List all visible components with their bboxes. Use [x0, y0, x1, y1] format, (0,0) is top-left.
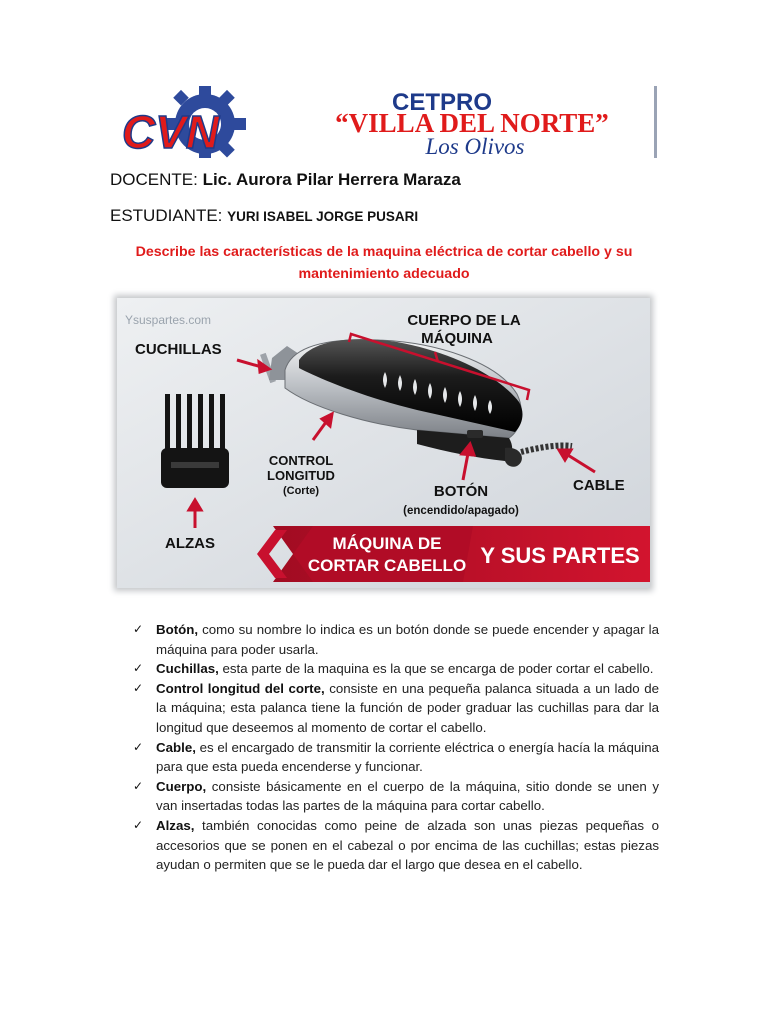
checkmark-icon: ✓ [133, 622, 144, 636]
watermark-text: Ysuspartes.com [125, 313, 212, 327]
banner-line-1: CETPRO [391, 89, 493, 116]
label-boton-2: (encendido/apagado) [403, 505, 519, 517]
cvn-logo-text: CVN [122, 106, 220, 158]
item-text: es el encargado de transmitir la corriente eléctrica o energía hacía la máquina para que esta pueda encenderse y funcionar. [156, 739, 659, 775]
page-title [96, 241, 672, 285]
checkmark-icon: ✓ [133, 778, 144, 793]
list-item [133, 659, 659, 679]
list-item [133, 777, 659, 816]
estudiante-line [110, 206, 418, 226]
item-text: consiste básicamente en el cuerpo de la máquina, sitio donde se unen y van insertadas todas las partes de la máquina para cortar cabello. [156, 778, 659, 814]
label-cuchillas: CUCHILLAS [135, 341, 222, 358]
item-term: Control longitud del corte, [156, 680, 325, 696]
label-cable: CABLE [573, 477, 625, 494]
features-list [133, 620, 659, 875]
title-line-2: mantenimiento adecuado [298, 266, 470, 282]
label-cuerpo-2: MÁQUINA [421, 330, 493, 347]
school-banner [110, 86, 657, 158]
label-boton-1: BOTÓN [433, 483, 489, 500]
item-term: Cuchillas, [156, 661, 219, 677]
label-control-1: CONTROL [268, 453, 334, 468]
list-item [133, 620, 659, 659]
label-alzas: ALZAS [165, 535, 215, 552]
docente-name: Lic. Aurora Pilar Herrera Maraza [202, 170, 461, 189]
item-text: esta parte de la maquina es la que se encarga de poder cortar el cabello. [218, 661, 654, 677]
cetpro-logo [110, 86, 657, 158]
item-text: como su nombre lo indica es un botón donde se puede encender y apagar la máquina para poder usarla. [156, 622, 659, 657]
item-text: también conocidas como peine de alzada son unas piezas pequeñas o accesorios que se ponen en el cabezal o por encima de las cuchillas; estas piezas ayudan o permiten que se le pueda dar el largo que desea en el cabello. [156, 817, 659, 873]
docente-label: DOCENTE: [110, 170, 203, 189]
checkmark-icon: ✓ [133, 661, 144, 676]
list-item [133, 679, 659, 738]
docente-line [110, 170, 461, 190]
estudiante-name: YURI ISABEL JORGE PUSARI [227, 209, 419, 224]
item-term: Cuerpo, [156, 778, 207, 794]
label-control-3: (Corte) [282, 485, 320, 497]
label-control-2: LONGITUD [267, 468, 335, 483]
item-text: consiste en una pequeña palanca situada a un lado de la máquina; esta palanca tiene la función de poder graduar las cuchillas para dar la longitud que deseemos al momento de cortar el cabello. [156, 680, 659, 735]
item-term: Cable, [156, 739, 196, 755]
list-item [133, 816, 659, 875]
checkmark-icon: ✓ [133, 817, 144, 832]
estudiante-label: ESTUDIANTE: [110, 206, 228, 225]
banner-text-3: Y SUS PARTES [480, 543, 640, 568]
item-term: Botón, [156, 622, 199, 637]
label-cuerpo-1: CUERPO DE LA [407, 312, 521, 329]
checkmark-icon: ✓ [133, 739, 144, 754]
banner-text-2: CORTAR CABELLO [307, 556, 467, 575]
item-term: Alzas, [156, 817, 195, 833]
checkmark-icon: ✓ [133, 680, 144, 695]
list-item [133, 738, 659, 777]
banner-line-2: “VILLA DEL NORTE” [335, 108, 609, 138]
title-line-1: Describe las características de la maquina eléctrica de cortar cabello y su [135, 244, 633, 260]
clipper-diagram [117, 298, 650, 588]
banner-line-3: Los Olivos [425, 134, 525, 158]
title-banner-graphic [257, 526, 650, 582]
banner-text-1: MÁQUINA DE [332, 534, 442, 553]
